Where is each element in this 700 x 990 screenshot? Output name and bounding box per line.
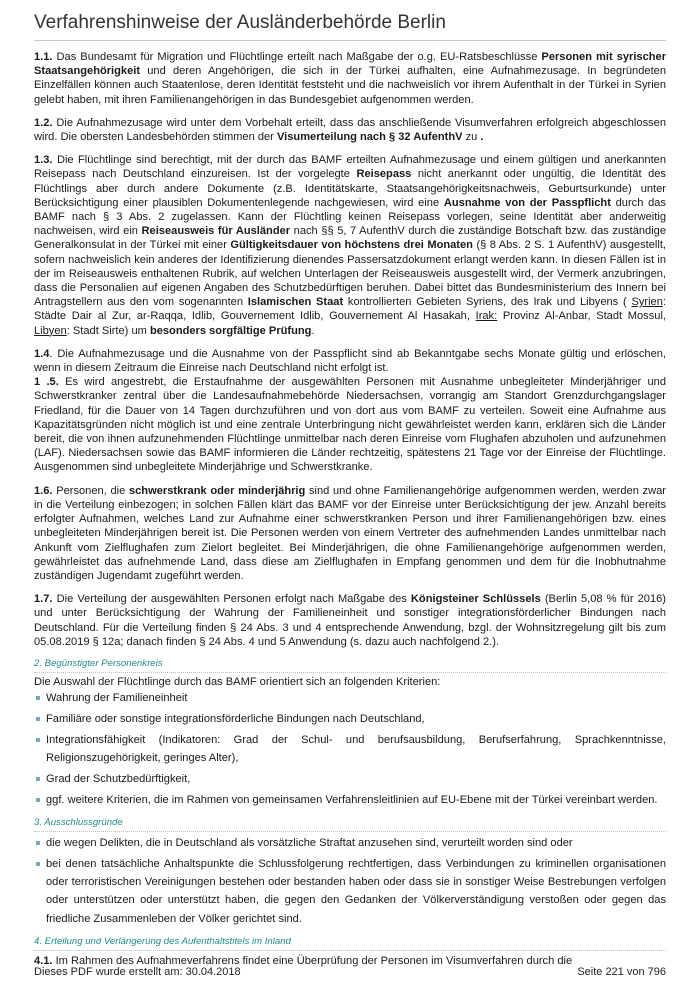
section-2-intro: Die Auswahl der Flüchtlinge durch das BAMF orientiert sich an folgenden Kriterien: <box>34 675 441 688</box>
paragraph-number: 1 .5. <box>34 376 59 389</box>
paragraph-number: 1.1. <box>34 51 53 63</box>
paragraph-number: 1.4 <box>34 347 50 360</box>
bullet-square-icon <box>36 696 40 700</box>
list-item: Familiäre oder sonstige integrationsförderliche Bindungen nach Deutschland, <box>34 710 666 728</box>
page-number: Seite 221 von 796 <box>577 966 666 978</box>
bullet-square-icon <box>36 717 40 721</box>
paragraph-1-4: 1.4. Die Aufnahmezusage und die Ausnahme von der Passpflicht sind ab Bekanntgabe sechs Monate gültig und erlöschen, wenn in diesem Zeitraum die Einreise nach Deutschland nicht erfolgt ist. <box>34 347 666 375</box>
exclusion-list <box>34 834 666 928</box>
paragraph-4-1: 4.1. Im Rahmen des Aufnahmeverfahrens findet eine Überprüfung der Personen im Visumverfahren durch die <box>34 954 573 967</box>
list-item: die wegen Delikten, die in Deutschland als vorsätzliche Straftat anzusehen sind, verurteilt worden sind oder <box>34 834 666 852</box>
bullet-square-icon <box>36 841 40 845</box>
document-page <box>34 0 666 974</box>
list-item: ggf. weitere Kriterien, die im Rahmen von gemeinsamen Verfahrensleitlinien auf EU-Ebene mit der Türkei vereinbart werden. <box>34 791 666 809</box>
bullet-square-icon <box>36 738 40 742</box>
list-item: Grad der Schutzbedürftigkeit, <box>34 770 666 788</box>
page-title: Verfahrenshinweise der Ausländerbehörde Berlin <box>34 12 666 41</box>
paragraph-number: 1.3. <box>34 154 53 167</box>
section-heading-3: 3. Ausschlussgründe <box>34 817 666 832</box>
paragraph-1-5: 1 .5. Es wird angestrebt, die Erstaufnahme der ausgewählten Personen mit Ausnahme unbegleiteter Minderjähriger und Schwerstkranker zentral über die Landesaufnahmebehörde Niedersachsen, vorrangig am Standort Grenzdurchgangslager Friedland, für die Dauer von 14 Tagen durchzuführen und von dort aus vom BAMF zu verteilen. Soweit eine Aufnahme aus Kapazitätsgründen nicht möglich ist und eine zentrale Unterbringung nicht gewährleistet werden kann, erklären sich die Länder bereit, die von ihnen aufzunehmenden Flüchtlinge unmittelbar nach deren Einreise vom Flughafen abzuholen und aufzunehmen (LAF). Niedersachsen sowie das BAMF informieren die Länder rechtzeitig, spätestens 21 Tage vor der Einreise der Flüchtlinge. Ausgenommen sind unbegleitete Minderjährige und Schwerstkranke. <box>34 376 666 474</box>
list-item: Wahrung der Familieneinheit <box>34 689 666 707</box>
paragraph-number: 1.2. <box>34 116 53 129</box>
document-body <box>34 50 666 969</box>
bullet-square-icon <box>36 777 40 781</box>
pdf-created-date: Dieses PDF wurde erstellt am: 30.04.2018 <box>34 966 241 978</box>
paragraph-1-1: 1.1. Das Bundesamt für Migration und Flüchtlinge erteilt nach Maßgabe der o.g. EU-Ratsbeschlüsse Personen mit syrischer Staatsangehörigkeit und deren Angehörigen, die sich in der Türkei aufhalten, eine Aufnahmezusage. In begründeten Einzelfällen können auch Staatenlose, deren Identität feststeht und die nachweislich vor ihrem Aufenthalt in der Türkei in Syrien gelebt haben, mit ihren Familienangehörigen in das Bundesgebiet aufgenommen werden. <box>34 51 667 106</box>
paragraph-number: 1.6. <box>34 484 53 497</box>
section-heading-2: 2. Begünstigter Personenkreis <box>34 658 666 673</box>
criteria-list <box>34 689 666 809</box>
list-item: Integrationsfähigkeit (Indikatoren: Grad der Schul- und berufsausbildung, Berufserfahrung, Sprachkenntnisse, Religionszugehörigkeit, geringes Alter), <box>34 731 666 768</box>
paragraph-1-3: 1.3. Die Flüchtlinge sind berechtigt, mit der durch das BAMF erteilten Aufnahmezusage und einem gültigen und anerkannten Reisepass nach Deutschland einzureisen. Ist der vorgelegte Reisepass nicht anerkannt oder ungültig, die Identität des Flüchtlings aber durch andere Dokumente (z.B. Identitätskarte, Staatsangehörigkeitsnachweis, Geburtsurkunde) unter Berücksichtigung einer plausiblen Dokumentenlegende nachgewiesen, wird eine Ausnahme von der Passpflicht durch das BAMF nach § 3 Abs. 2 zugelassen. Kann der Flüchtling keinen Reisepass vorlegen, seine Identität aber anderweitig nachweisen, wird ein Reiseausweis für Ausländer nach §§ 5, 7 AufenthV durch die zuständige Botschaft bzw. das zuständige Generalkonsulat in der Türkei mit einer Gültigkeitsdauer von höchstens drei Monaten (§ 8 Abs. 2 S. 1 AufenthV) ausgestellt, sofern nachweislich kein anderes der Identifizierung dienendes Passersatzdokument erlangt werden kann. In diesen Fällen ist in der im Reiseausweis enthaltenen Rubrik, auf welchen Unterlagen der Reiseausweis ausgestellt wird, der Vermerk anzubringen, dass die Personalien auf eigenen Angaben des Schutzbedürftigen beruhen. Dabei bittet das Bundesministerium des Innern bei Antragstellern aus den vom sogenannten Islamischen Staat kontrollierten Gebieten Syriens, des Irak und Libyens ( Syrien: Städte Dair al Zur, ar-Raqqa, Idlib, Gouvernement Idlib, Gouvernement Al Hasakah, Irak: Provinz Al-Anbar, Stadt Mossul, Libyen: Stadt Sirte) um besonders sorgfältige Prüfung. <box>34 154 667 337</box>
bullet-square-icon <box>36 862 40 866</box>
paragraph-number: 1.7. <box>34 593 53 606</box>
paragraph-1-7: 1.7. Die Verteilung der ausgewählten Personen erfolgt nach Maßgabe des Königsteiner Schlüssels (Berlin 5,08 % für 2016) und unter Berücksichtigung der Wahrung der Familieneinheit und sonstiger integrationsförderlicher Bindungen nach Deutschland. Für die Verteilung finden § 24 Abs. 3 und 4 entsprechende Anwendung, bzgl. der Wohnsitzregelung gilt bis zum 05.08.2019 § 12a; danach finden § 24 Abs. 4 und 5 Anwendung (s. dazu auch nachfolgend 2.). <box>34 593 667 648</box>
bullet-square-icon <box>36 798 40 802</box>
paragraph-number: 4.1. <box>34 954 53 967</box>
section-heading-4: 4. Erteilung und Verlängerung des Aufenthaltstitels im Inland <box>34 936 666 951</box>
paragraph-1-6: 1.6. Personen, die schwerstkrank oder minderjährig sind und ohne Familienangehörige aufgenommen werden, werden zwar in die Verteilung einbezogen; in solchen Fällen klärt das BAMF vor der Einreise unter Berücksichtigung der jew. Anzahl bereits erfolgter Aufnahmen, welches Land zur Aufnahme einer schwerstkranken Person und ihrer Familienangehörigen bzw. eines unbegleiteten Minderjährigen bereit ist. Die Personen werden von einem Vertreter des aufnehmenden Landes unmittelbar nach Ankunft vom Zielflughafen zum Zielort begleitet. Bei Minderjährigen, die ohne Familienangehörige aufgenommen werden, gewährleistet das aufnehmende Land, dass diese am Zielflughafen in Empfang genommen und dem für die Inobhutnahme zuständigen Jugendamt zugeführt werden. <box>34 484 666 582</box>
list-item: bei denen tatsächliche Anhaltspunkte die Schlussfolgerung rechtfertigen, dass Verbindungen zu kriminellen organisationen oder terroristischen Vereinigungen bestehen oder bestanden haben oder dass sie in sonstiger Weise Bestrebungen verfolgen oder unterstützen oder unterstützt haben, die gegen den Gedanken der Völkerverständigung verstoßen oder gegen das friedliche Zusammenleben der Völker gerichtet sind. <box>34 855 666 928</box>
paragraph-1-2: 1.2. Die Aufnahmezusage wird unter dem Vorbehalt erteilt, dass das anschließende Visumverfahren erfolgreich abgeschlossen wird. Die obersten Landesbehörden stimmen der Visumerteilung nach § 32 AufenthV zu . <box>34 116 666 144</box>
